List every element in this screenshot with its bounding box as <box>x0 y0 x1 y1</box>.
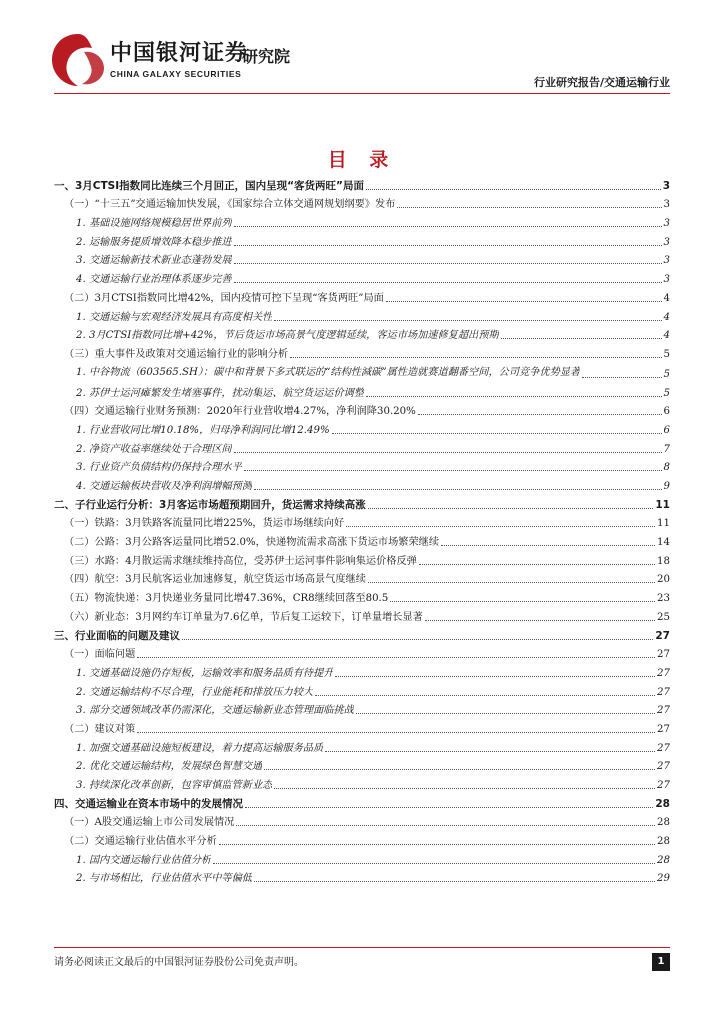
toc-leader-dots <box>315 695 655 696</box>
toc-entry[interactable] <box>54 174 670 193</box>
toc-leader-dots <box>254 489 662 490</box>
toc-entry-text: （四）航空：3月民航客运业加速修复，航空货运市场高景气度继续 <box>64 574 366 586</box>
toc-leader-dots <box>366 396 661 397</box>
toc-entry-page: 27 <box>657 667 670 679</box>
toc-leader-dots <box>335 676 655 677</box>
toc-leader-dots <box>582 377 661 378</box>
toc-leader-dots <box>244 470 662 471</box>
toc-entry-text: 3. 交通运输新技术新业态蓬勃发展 <box>76 255 232 267</box>
galaxy-logo-icon <box>48 30 108 90</box>
toc-entry-page: 27 <box>657 742 670 754</box>
toc-entry-text: （四）交通运输行业财务预测：2020年行业营收增4.27%，净利润降30.20% <box>64 406 416 418</box>
toc-entry-page: 14 <box>657 537 670 549</box>
toc-leader-dots <box>236 825 655 826</box>
toc-entry[interactable] <box>54 549 670 568</box>
toc-entry[interactable] <box>54 717 670 736</box>
toc-leader-dots <box>234 245 662 246</box>
toc-entry-text: 2. 运输服务提质增效降本稳步推进 <box>76 236 232 248</box>
toc-entry-text: 2. 与市场相比，行业估值水平中等偏低 <box>76 873 252 885</box>
toc-entry-page: 23 <box>657 593 670 605</box>
toc-leader-dots <box>332 433 662 434</box>
toc-leader-dots <box>274 788 655 789</box>
toc-entry[interactable] <box>54 418 670 437</box>
toc-entry-text: 2. 优化交通运输结构，发展绿色智慧交通 <box>76 761 263 773</box>
toc-entry-page: 28 <box>655 797 670 810</box>
toc-entry[interactable] <box>54 568 670 587</box>
toc-entry-text: 1. 中谷物流（603565.SH）：碳中和背景下多式联运的“结构性減碳”属性造就赛道翻番空间，公司竞争优势显著 <box>76 366 581 378</box>
page-number: 1 <box>652 953 670 971</box>
toc-leader-dots <box>386 301 662 302</box>
toc-leader-dots <box>234 282 662 283</box>
table-of-contents <box>54 174 670 885</box>
toc-entry-page: 6 <box>663 406 670 418</box>
toc-entry-text: 二、子行业运行分析：3月客运市场超预期回升，货运需求持续高涨 <box>54 498 366 511</box>
toc-leader-dots <box>137 657 655 658</box>
toc-entry-text: （一）A股交通运输上市公司发展情况 <box>64 817 235 829</box>
toc-leader-dots <box>368 582 655 583</box>
toc-entry[interactable] <box>54 193 670 212</box>
toc-leader-dots <box>346 526 655 527</box>
toc-leader-dots <box>290 357 661 358</box>
toc-entry-text: 1. 交通运输与宏观经济发展具有高度相关性 <box>76 311 273 323</box>
toc-entry[interactable] <box>54 249 670 268</box>
toc-entry-text: 1. 交通基础设施仍存短板，运输效率和服务品质有待提升 <box>76 667 334 679</box>
toc-entry-text: 2. 净资产收益率继续处于合理区间 <box>76 443 232 455</box>
toc-entry[interactable] <box>54 342 670 361</box>
brand-en: CHINA GALAXY SECURITIES <box>110 69 242 79</box>
toc-leader-dots <box>182 639 653 640</box>
toc-leader-dots <box>245 807 653 808</box>
toc-entry-page: 5 <box>663 368 670 380</box>
toc-entry-text: 1. 行业营收同比增10.18%，归母净利润同比增12.49% <box>76 424 330 436</box>
toc-leader-dots <box>234 226 662 227</box>
toc-entry-page: 28 <box>657 854 670 866</box>
toc-entry[interactable] <box>54 324 670 343</box>
toc-leader-dots <box>137 732 655 733</box>
toc-entry[interactable] <box>54 867 670 886</box>
toc-entry-text: 4. 交通运输行业治理体系逐步完善 <box>76 274 232 286</box>
toc-entry-page: 3 <box>663 274 670 286</box>
institute-label: 研究院 <box>242 47 291 66</box>
toc-entry-page: 8 <box>663 462 670 474</box>
toc-entry[interactable] <box>54 305 670 324</box>
toc-entry[interactable] <box>54 381 670 400</box>
toc-entry-text: （一）“十三五”交通运输加快发展，《国家综合立体交通网规划纲要》发布 <box>64 199 396 211</box>
toc-entry-text: 1. 基础设施网络规模稳居世界前列 <box>76 218 232 230</box>
toc-leader-dots <box>356 713 655 714</box>
toc-entry-text: （二）公路：3月公路客运量同比增52.0%，快递物流需求高涨下货运市场繁荣继续 <box>64 537 440 549</box>
toc-entry-text: 2. 3月CTSI指数同比增+42%，节后货运市场高景气度逻辑延续，客运市场加速修复超出预期 <box>76 330 499 342</box>
toc-entry-text: （一）面临问题 <box>64 649 136 661</box>
toc-entry-page: 27 <box>655 629 670 642</box>
toc-entry[interactable] <box>54 586 670 605</box>
toc-entry-text: 3. 持续深化改革创新，包容审慎监管新业态 <box>76 780 273 791</box>
toc-entry-text: （一）铁路：3月铁路客流量同比增225%，货运市场继续向好 <box>64 518 345 530</box>
toc-entry-page: 29 <box>657 873 670 885</box>
toc-entry-page: 5 <box>663 387 670 399</box>
toc-entry-page: 25 <box>657 611 670 623</box>
toc-entry-text: （六）新业态：3月网约车订单量为7.6亿单，节后复工运较下，订单量增长显著 <box>64 611 423 623</box>
toc-entry-page: 6 <box>663 424 670 436</box>
toc-entry[interactable] <box>54 624 670 643</box>
toc-entry-page: 18 <box>657 555 670 567</box>
toc-leader-dots <box>425 620 655 621</box>
toc-entry[interactable] <box>54 829 670 848</box>
toc-entry-page: 27 <box>657 780 670 791</box>
toc-entry[interactable] <box>54 286 670 305</box>
toc-entry[interactable] <box>54 605 670 624</box>
toc-entry-page: 3 <box>662 179 670 192</box>
header-divider <box>54 93 670 94</box>
toc-leader-dots <box>219 844 655 845</box>
toc-leader-dots <box>501 338 662 339</box>
report-category: 行业研究报告/交通运输行业 <box>533 76 670 89</box>
toc-leader-dots <box>441 545 655 546</box>
toc-entry[interactable] <box>54 400 670 419</box>
toc-entry-text: 一、3月CTSI指数同比连续三个月回正，国内呈现“客货两旺”局面 <box>54 179 364 192</box>
toc-entry-text: 1. 国内交通运输行业估值分析 <box>76 854 212 866</box>
toc-entry-page: 27 <box>657 686 670 698</box>
toc-leader-dots <box>366 189 661 190</box>
toc-leader-dots <box>368 508 654 509</box>
toc-entry-page: 4 <box>663 311 670 323</box>
toc-entry-text: （五）物流快递：3月快递业务量同比增47.36%，CR8继续回落至80.5 <box>64 593 389 605</box>
toc-entry[interactable] <box>54 699 670 718</box>
toc-leader-dots <box>390 601 655 602</box>
toc-entry-page: 3 <box>663 236 670 248</box>
toc-title: 目 录 <box>327 149 397 171</box>
toc-entry-text: 2. 苏伊士运河瘫繁发生堵塞事件，扰动集运、航空货运运价调整 <box>76 387 365 399</box>
toc-entry-text: （二）3月CTSI指数同比增42%，国内疫情可控下呈现“客货两旺”局面 <box>64 292 384 304</box>
toc-entry[interactable] <box>54 755 670 774</box>
toc-leader-dots <box>213 863 655 864</box>
toc-entry[interactable] <box>54 643 670 662</box>
toc-entry-page: 27 <box>657 723 670 735</box>
toc-entry-page: 4 <box>663 330 670 342</box>
toc-leader-dots <box>274 320 661 321</box>
toc-entry[interactable] <box>54 493 670 512</box>
toc-entry[interactable] <box>54 437 670 456</box>
toc-entry-page: 27 <box>657 649 670 661</box>
toc-entry[interactable] <box>54 474 670 493</box>
toc-entry[interactable] <box>54 512 670 531</box>
toc-entry-page: 28 <box>657 817 670 829</box>
toc-entry-page: 28 <box>657 836 670 848</box>
toc-entry[interactable] <box>54 773 670 792</box>
toc-entry[interactable] <box>54 811 670 830</box>
toc-leader-dots <box>397 207 661 208</box>
toc-leader-dots <box>325 751 655 752</box>
toc-leader-dots <box>419 564 655 565</box>
toc-leader-dots <box>264 769 655 770</box>
brand-cn: 中国银河证券 <box>110 41 249 66</box>
footer-divider <box>54 947 670 948</box>
toc-entry[interactable] <box>54 848 670 867</box>
toc-leader-dots <box>418 414 662 415</box>
toc-entry-page: 3 <box>663 218 670 230</box>
toc-entry-page: 3 <box>663 255 670 267</box>
toc-entry-page: 3 <box>663 199 670 211</box>
toc-leader-dots <box>234 263 662 264</box>
toc-entry-page: 7 <box>663 443 670 455</box>
toc-entry-text: 3. 行业资产负债结构仍保持合理水平 <box>76 462 242 474</box>
toc-entry-text: 2. 交通运输结构不尽合理，行业能耗和排放压力较大 <box>76 686 314 698</box>
toc-entry-text: （二）交通运输行业估值水平分析 <box>64 836 217 848</box>
toc-leader-dots <box>234 452 662 453</box>
toc-entry[interactable] <box>54 361 670 381</box>
toc-entry-page: 4 <box>663 292 670 304</box>
toc-entry[interactable] <box>54 661 670 680</box>
toc-entry-text: 三、行业面临的问题及建议 <box>54 629 180 642</box>
toc-entry[interactable] <box>54 530 670 549</box>
toc-entry-text: 1. 加强交通基础设施短板建设，着力提高运输服务品质 <box>76 742 324 754</box>
brand <box>110 36 248 79</box>
toc-entry-page: 11 <box>657 518 670 530</box>
toc-entry-text: 4. 交通运输板块营收及净利润增幅预测 <box>76 481 252 492</box>
toc-entry-text: （三）水路：4月散运需求继续维持高位，受苏伊士运河事件影响集运价格反弹 <box>64 555 417 567</box>
toc-entry-page: 20 <box>657 574 670 586</box>
toc-entry[interactable] <box>54 680 670 699</box>
toc-entry[interactable] <box>54 736 670 755</box>
toc-entry[interactable] <box>54 230 670 249</box>
toc-entry-text: 四、交通运输业在资本市场中的发展情况 <box>54 797 243 810</box>
toc-entry-page: 5 <box>663 348 670 360</box>
toc-entry-text: （三）重大事件及政策对交通运输行业的影响分析 <box>64 348 289 360</box>
footer-disclaimer: 请务必阅读正文最后的中国银河证券股份公司免责声明。 <box>54 957 304 968</box>
toc-entry[interactable] <box>54 456 670 475</box>
toc-entry[interactable] <box>54 792 670 811</box>
toc-entry-text: （二）建议对策 <box>64 723 136 735</box>
toc-entry-page: 11 <box>655 498 670 511</box>
toc-leader-dots <box>254 881 655 882</box>
toc-entry[interactable] <box>54 267 670 286</box>
toc-entry-text: 3. 部分交通领域改革仍需深化，交通运输新业态管理面临挑战 <box>76 705 354 717</box>
toc-entry[interactable] <box>54 211 670 230</box>
toc-entry-page: 27 <box>657 705 670 717</box>
toc-entry-page: 27 <box>657 761 670 773</box>
toc-entry-page: 9 <box>663 481 670 492</box>
